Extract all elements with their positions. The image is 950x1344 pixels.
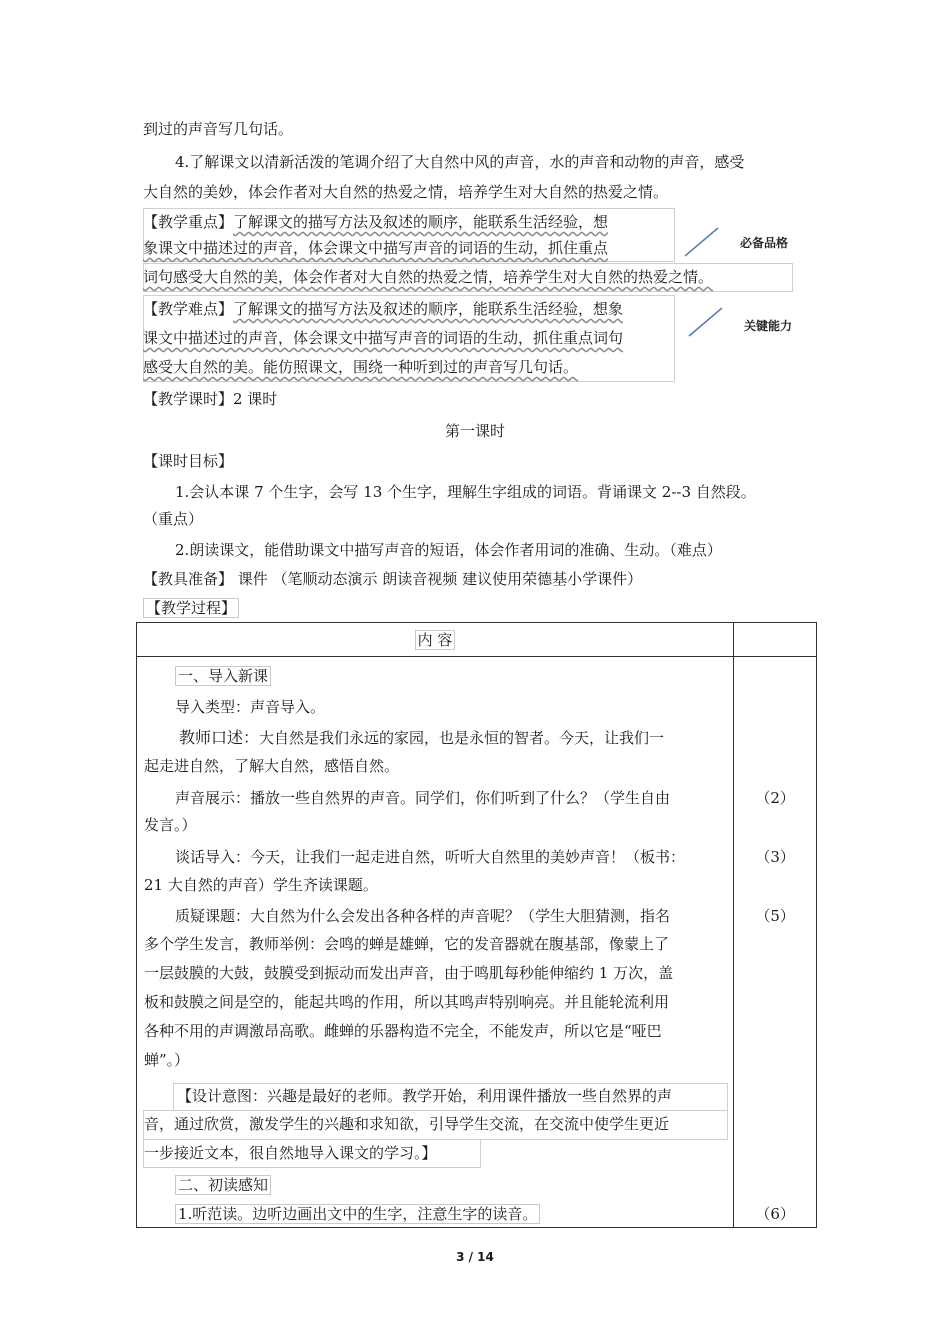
teacher-line2: 起走进自然，了解大自然，感悟自然。 xyxy=(144,757,400,775)
teacher-text1: 大自然是我们永远的家园，也是永恒的智者。今天，让我们一 xyxy=(259,729,665,747)
mark-3: （3） xyxy=(755,848,795,866)
connector-line-icon xyxy=(686,305,726,339)
difficulty-line3: 感受大自然的美。能仿照课文，围绕一种听到过的声音写几句话。 xyxy=(143,358,579,376)
question-line4: 板和鼓膜之间是空的，能起共鸣的作用，所以其鸣声特别响亮。并且能轮流利用 xyxy=(144,993,670,1011)
objective-1-line2: （重点） xyxy=(143,510,204,528)
marks-cell xyxy=(734,657,817,1228)
design-line1: 【设计意图：兴趣是最好的老师。教学开始，利用课件播放一些自然界的声 xyxy=(177,1087,673,1105)
question-line3: 一层鼓膜的大鼓，鼓膜受到振动而发出声音，由于鸣肌每秒能伸缩约 1 万次，盖 xyxy=(144,964,674,982)
design-line2: 音，通过欣赏，激发学生的兴趣和求知欲，引导学生交流，在交流中使学生更近 xyxy=(144,1115,670,1133)
key-point-text1: 了解课文的描写方法及叙述的顺序，能联系生活经验，想 xyxy=(233,213,609,231)
question-line1: 质疑课题：大自然为什么会发出各种各样的声音呢？（学生大胆猜测，指名 xyxy=(175,907,671,925)
section-2-title: 二、初读感知 xyxy=(175,1175,271,1195)
sound-line2: 发言。） xyxy=(144,816,197,834)
question-line6: 蝉”。） xyxy=(144,1051,190,1069)
talk-line1: 谈话导入：今天，让我们一起走进自然，听听大自然里的美妙声音！（板书： xyxy=(175,848,686,866)
teaching-hours: 【教学课时】2 课时 xyxy=(143,390,278,408)
goal-4-line1: 4.了解课文以清新活泼的笔调介绍了大自然中风的声音，水的声音和动物的声音，感受 xyxy=(175,153,745,171)
difficulty-label: 【教学难点】 xyxy=(143,300,234,318)
read-1: 1.听范读。边听边画出文中的生字，注意生字的读音。 xyxy=(175,1204,540,1224)
teaching-process-table xyxy=(136,622,817,1228)
objectives-label: 【课时目标】 xyxy=(143,452,234,470)
goal-4-line2: 大自然的美妙，体会作者对大自然的热爱之情，培养学生对大自然的热爱之情。 xyxy=(143,183,669,201)
content-header-cell xyxy=(137,623,734,657)
marks-header-cell xyxy=(734,623,817,657)
question-line5: 各种不用的声调激昂高歌。雌蝉的乐器构造不完全，不能发声，所以它是“哑巴 xyxy=(144,1022,662,1040)
connector-line-icon xyxy=(682,225,722,259)
content-header: 内 容 xyxy=(415,630,456,650)
table-row xyxy=(137,657,817,1228)
teacher-line1 xyxy=(179,727,664,749)
key-point-line2: 象课文中描述过的声音，体会课文中描写声音的词语的生动，抓住重点 xyxy=(143,239,609,257)
key-point-line1 xyxy=(143,211,608,233)
read-1-line xyxy=(175,1203,540,1225)
process-label-line xyxy=(143,597,239,619)
difficulty-text1: 了解课文的描写方法及叙述的顺序，能联系生活经验，想象 xyxy=(233,300,624,318)
table-header-row xyxy=(137,623,817,657)
section-1-line xyxy=(175,665,271,687)
intro-type: 导入类型：声音导入。 xyxy=(175,698,326,716)
difficulty-line1 xyxy=(143,298,623,320)
teacher-label: 教师口述： xyxy=(179,728,260,747)
page-number: 3 / 14 xyxy=(456,1250,494,1264)
talk-line2: 21 大自然的声音）学生齐读课题。 xyxy=(144,876,378,894)
question-line2: 多个学生发言，教师举例：会鸣的蝉是雄蝉，它的发音器就在腹基部，像蒙上了 xyxy=(144,935,670,953)
key-point-line3: 词句感受大自然的美，体会作者对大自然的热爱之情，培养学生对大自然的热爱之情。 xyxy=(143,268,714,286)
objective-2: 2.朗读课文，能借助课文中描写声音的短语，体会作者用词的准确、生动。（难点） xyxy=(175,541,722,559)
mark-2: （2） xyxy=(755,789,795,807)
mark-6: （6） xyxy=(755,1205,795,1223)
process-label: 【教学过程】 xyxy=(143,598,239,618)
content-cell xyxy=(137,657,734,1228)
lesson-title: 第一课时 xyxy=(444,422,505,440)
sound-line1: 声音展示：播放一些自然界的声音。同学们，你们听到了什么？（学生自由 xyxy=(175,789,671,807)
design-line3: 一步接近文本，很自然地导入课文的学习。】 xyxy=(144,1144,437,1162)
side-label-character: 必备品格 xyxy=(740,236,789,250)
mark-5: （5） xyxy=(755,907,795,925)
key-point-label: 【教学重点】 xyxy=(143,213,234,231)
intro-line: 到过的声音写几句话。 xyxy=(143,120,294,138)
side-label-ability: 关键能力 xyxy=(744,319,793,333)
section-1-title: 一、导入新课 xyxy=(175,666,271,686)
section-2-line xyxy=(175,1174,271,1196)
difficulty-line2: 课文中描述过的声音，体会课文中描写声音的词语的生动，抓住重点词句 xyxy=(143,329,624,347)
objective-1-line1: 1.会认本课 7 个生字，会写 13 个生字，理解生字组成的词语。背诵课文 2--3 自然段。 xyxy=(175,483,756,501)
teaching-tools: 【教具准备】 课件 （笔顺动态演示 朗读音视频 建议使用荣德基小学课件） xyxy=(143,570,643,588)
